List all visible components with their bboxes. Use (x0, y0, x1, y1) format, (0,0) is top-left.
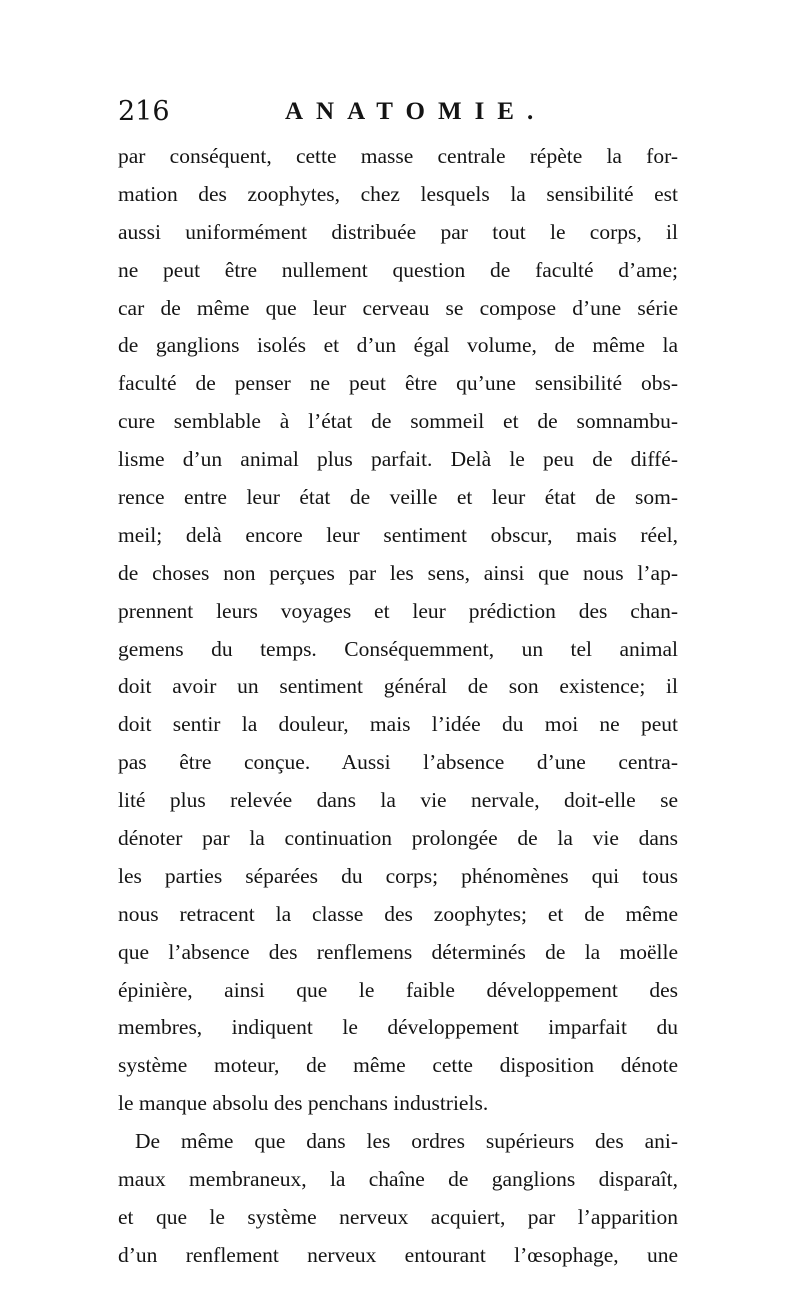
page-number: 216 (118, 96, 170, 127)
text-line: que l’absence des renflemens déterminés de la moëlle (118, 939, 678, 964)
text-line: aussi uniformément distribuée par tout le corps, il (118, 219, 678, 244)
text-line: De même que dans les ordres supérieurs des ani- (135, 1129, 678, 1154)
text-line: doit sentir la douleur, mais l’idée du moi ne peut (118, 712, 678, 737)
text-line: les parties séparées du corps; phénomènes qui tous (118, 863, 678, 888)
text-line: lisme d’un animal plus parfait. Delà le peu de diffé- (118, 447, 678, 472)
running-head (118, 92, 678, 132)
text-line: doit avoir un sentiment général de son existence; il (118, 674, 678, 699)
paragraph-1 (118, 138, 678, 1123)
text-line: ne peut être nullement question de faculté d’ame; (118, 257, 678, 282)
text-line: gemens du temps. Conséquemment, un tel animal (118, 636, 678, 661)
text-line: système moteur, de même cette disposition dénote (118, 1053, 678, 1078)
text-line: membres, indiquent le développement imparfait du (118, 1015, 678, 1040)
text-line: prennent leurs voyages et leur prédiction des chan- (118, 598, 678, 623)
text-line: le manque absolu des penchans industriels. (118, 1091, 489, 1116)
text-line: pas être conçue. Aussi l’absence d’une centra- (118, 750, 678, 775)
body-text (118, 138, 678, 1275)
text-line: cure semblable à l’état de sommeil et de somnambu- (118, 409, 678, 434)
text-line: de choses non perçues par les sens, ainsi que nous l’ap- (118, 560, 678, 585)
text-line: de ganglions isolés et d’un égal volume, de même la (118, 333, 678, 358)
paragraph-2 (118, 1123, 678, 1275)
text-line: meil; delà encore leur sentiment obscur, mais réel, (118, 522, 678, 547)
text-line: mation des zoophytes, chez lesquels la sensibilité est (118, 181, 678, 206)
running-title: ANATOMIE. (285, 98, 547, 125)
text-line: maux membraneux, la chaîne de ganglions disparaît, (118, 1167, 678, 1192)
text-line: par conséquent, cette masse centrale répète la for- (118, 144, 678, 168)
text-line: et que le système nerveux acquiert, par l’apparition (118, 1204, 678, 1229)
text-line: lité plus relevée dans la vie nervale, doit-elle se (118, 788, 678, 813)
text-line: faculté de penser ne peut être qu’une sensibilité obs- (118, 371, 678, 396)
text-line: car de même que leur cerveau se compose d’une série (118, 295, 678, 320)
text-line: nous retracent la classe des zoophytes; et de même (118, 901, 678, 926)
text-line: d’un renflement nerveux entourant l’œsophage, une (118, 1242, 678, 1267)
text-line: dénoter par la continuation prolongée de la vie dans (118, 826, 678, 851)
text-line: épinière, ainsi que le faible développement des (118, 977, 678, 1002)
text-line: rence entre leur état de veille et leur état de som- (118, 485, 678, 510)
